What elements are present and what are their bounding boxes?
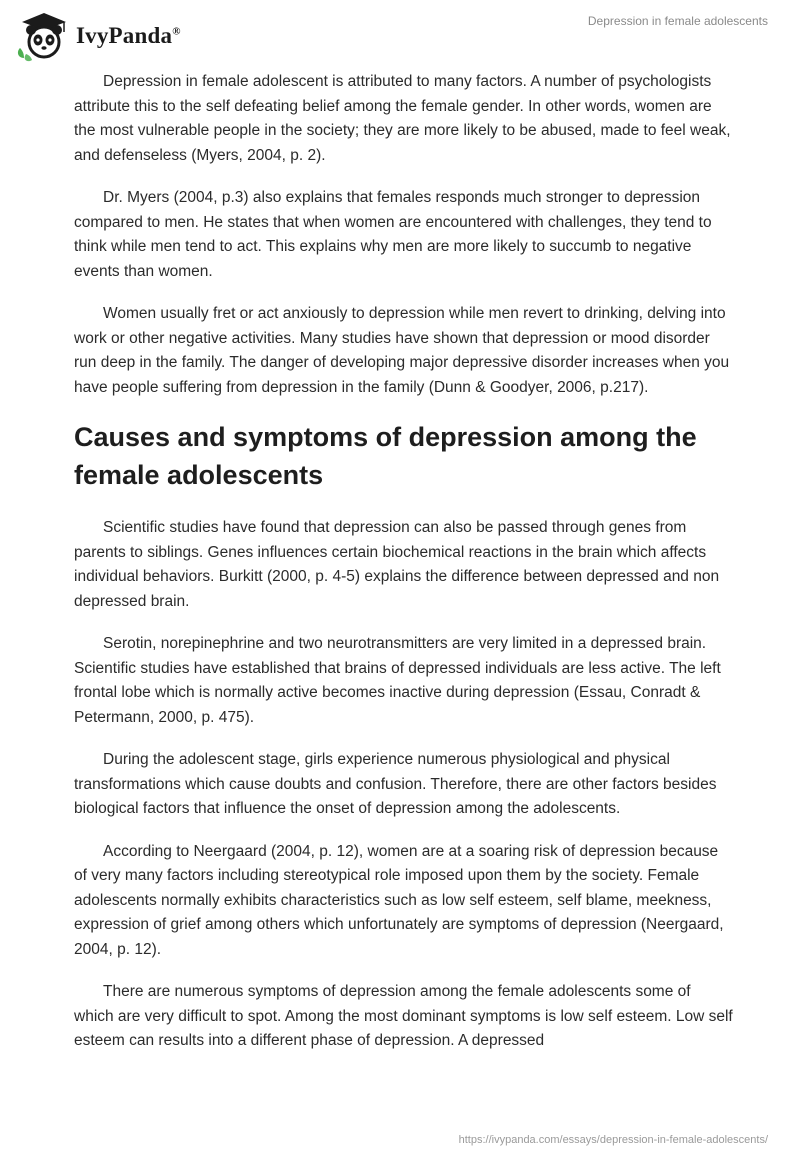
brand-name: IvyPanda®: [76, 23, 181, 48]
paragraph: Dr. Myers (2004, p.3) also explains that females responds much stronger to depression compared to men. He states that when women are encountered with challenges, they tend to think while men tend to act. This explains why men are more likely to succumb to negative events than women.: [74, 189, 712, 280]
paragraph: There are numerous symptoms of depression among the female adolescents some of which are very difficult to spot. Among the most dominant symptoms is low self esteem. Low self esteem can results into a different phase of depression. A depressed: [74, 983, 733, 1049]
ivypanda-logo[interactable]: [14, 8, 181, 64]
essay-body: [74, 70, 734, 1072]
paragraph: Women usually fret or act anxiously to depression while men revert to drinking, delving into work or other negative activities. Many studies have shown that depression or mood disorder run deep in the family. The danger of developing major depressive disorder increases when you have people suffering from depression in the family (Dunn & Goodyer, 2006, p.217).: [74, 305, 730, 396]
document-title: Depression in female adolescents: [587, 14, 768, 28]
paragraph: Scientific studies have found that depression can also be passed through genes from parents to siblings. Genes influences certain biochemical reactions in the brain which affects individual behaviors. Burkitt (2000, p. 4-5) explains the difference between depressed and non depressed brain.: [74, 519, 720, 610]
paragraph: According to Neergaard (2004, p. 12), women are at a soaring risk of depression because of very many factors including stereotypical role imposed upon them by the society. Female adolescents normally exhibits characteristics such as low self esteem, self blame, meekness, expression of grief among others which unfortunately are symptoms of depression (Neergaard, 2004, p. 12).: [74, 842, 724, 958]
paragraph: Depression in female adolescent is attributed to many factors. A number of psychologists attribute this to the self defeating belief among the female gender. In other words, women are the most vulnerable people in the society; they are more likely to be abused, made to feel weak, and defenseless (Myers, 2004, p. 2).: [74, 73, 731, 164]
page-header: [0, 0, 800, 70]
panda-graduate-icon: [14, 8, 70, 64]
section-heading: Causes and symptoms of depression among the female adolescents: [74, 422, 697, 490]
paragraph: Serotin, norepinephrine and two neurotransmitters are very limited in a depressed brain. Scientific studies have established that brains of depressed individuals are less active. The left frontal lobe which is normally active becomes inactive during depression (Essau, Conradt & Petermann, 2000, p. 475).: [74, 635, 721, 726]
paragraph: During the adolescent stage, girls experience numerous physiological and physical transformations which cause doubts and confusion. Therefore, there are other factors besides biological factors that influence the onset of depression among the adolescents.: [74, 751, 717, 817]
source-url[interactable]: https://ivypanda.com/essays/depression-in-female-adolescents/: [458, 1134, 768, 1146]
